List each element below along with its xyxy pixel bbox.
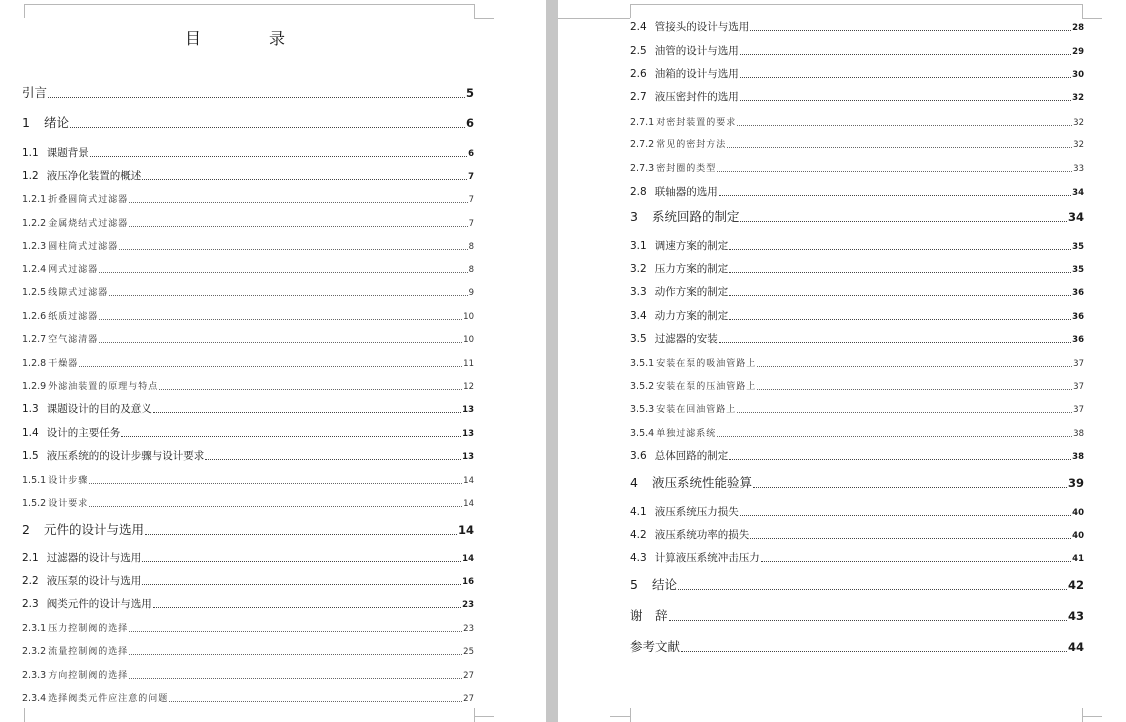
toc-entry[interactable] — [22, 195, 474, 205]
toc-entry-number: 1.2.7 — [22, 334, 47, 345]
crop-mark-top-right — [474, 4, 476, 18]
toc-entry-page-number: 29 — [1072, 47, 1084, 57]
toc-entry-number: 2.8 — [630, 186, 647, 198]
toc-entry[interactable] — [630, 477, 1084, 490]
toc-entry[interactable] — [22, 359, 474, 369]
toc-entry[interactable] — [630, 553, 1084, 564]
toc-entry-page-number: 40 — [1072, 531, 1084, 541]
toc-entry-page-number: 38 — [1073, 429, 1084, 439]
toc-leader-dots — [719, 195, 1071, 196]
toc-leader-dots — [121, 436, 461, 437]
toc-entry[interactable] — [630, 187, 1084, 198]
toc-entry[interactable] — [630, 451, 1084, 462]
toc-entry-title: 过滤器的设计与选用 — [46, 552, 142, 564]
toc-entry-page-number: 32 — [1073, 140, 1084, 150]
toc-entry[interactable] — [22, 428, 474, 439]
toc-leader-dots — [70, 127, 465, 128]
toc-entry[interactable] — [22, 576, 474, 587]
toc-entry-title: 引言 — [22, 85, 48, 100]
toc-entry-number: 1.5.1 — [22, 475, 47, 486]
toc-leader-dots — [48, 97, 465, 98]
toc-entry-number: 3 — [630, 209, 638, 224]
toc-entry-page-number: 44 — [1067, 640, 1084, 654]
toc-entry-number: 2.7 — [630, 91, 647, 103]
toc-entry-number: 1.2.6 — [22, 311, 47, 322]
crop-mark-bottom-right — [1082, 708, 1084, 722]
toc-entry-number: 2.3.2 — [22, 646, 47, 657]
toc-entry-number: 4.2 — [630, 529, 647, 541]
crop-mark-top-left-h — [558, 18, 630, 20]
toc-leader-dots — [89, 483, 462, 484]
toc-entry[interactable] — [630, 69, 1084, 80]
toc-entry-title: 总体回路的制定 — [654, 450, 729, 462]
toc-leader-dots — [145, 534, 457, 535]
toc-entry-number: 4 — [630, 475, 638, 490]
toc-entry-number: 1.2.8 — [22, 358, 47, 369]
toc-entry-title: 金属烧结式过滤器 — [48, 218, 129, 229]
crop-mark-top-right-h — [474, 18, 494, 20]
toc-entry-number: 1 — [22, 115, 30, 130]
toc-entry-page-number: 33 — [1073, 164, 1084, 174]
toc-leader-dots — [750, 538, 1071, 539]
crop-mark-bottom-right-v — [474, 708, 476, 722]
toc-leader-dots — [729, 319, 1071, 320]
toc-entry-page-number: 32 — [1072, 93, 1084, 103]
toc-entry[interactable] — [630, 641, 1084, 654]
toc-page-right — [558, 0, 1126, 722]
toc-entry-page-number: 14 — [457, 523, 474, 537]
crop-mark-top-right-h — [1082, 18, 1102, 20]
toc-entry-title: 液压净化装置的概述 — [46, 170, 142, 182]
toc-leader-dots — [153, 412, 461, 413]
toc-entry-title: 联轴器的选用 — [654, 186, 718, 198]
toc-leader-dots — [740, 515, 1071, 516]
toc-leader-dots — [142, 561, 461, 562]
toc-entry-title: 纸质过滤器 — [48, 311, 99, 322]
toc-entry-title: 设计的主要任务 — [46, 427, 121, 439]
toc-leader-dots — [757, 366, 1072, 367]
crop-mark-top-left — [630, 4, 632, 18]
toc-entry-number: 1.3 — [22, 403, 39, 415]
toc-entry-title: 系统回路的制定 — [651, 209, 740, 224]
toc-entry[interactable] — [22, 265, 474, 275]
toc-leader-dots — [169, 701, 462, 702]
toc-leader-dots — [729, 272, 1071, 273]
toc-entry-title: 空气滤清器 — [48, 334, 99, 345]
toc-leader-dots — [99, 272, 467, 273]
toc-entry-title: 密封圈的类型 — [656, 163, 717, 174]
toc-leader-dots — [142, 584, 461, 585]
toc-entry-number: 1.4 — [22, 427, 39, 439]
crop-mark-bottom-right-h — [1082, 716, 1102, 718]
toc-entry-number: 2.5 — [630, 45, 647, 57]
toc-entry-page-number: 10 — [463, 335, 474, 345]
toc-entry-title: 调速方案的制定 — [654, 240, 729, 252]
crop-mark-bottom-left — [630, 708, 632, 722]
toc-entry-title: 液压泵的设计与选用 — [46, 575, 142, 587]
toc-entry[interactable] — [22, 335, 474, 345]
toc-entry-number: 1.2.2 — [22, 218, 47, 229]
toc-entry-title: 参考文献 — [630, 639, 681, 654]
toc-leader-dots — [757, 389, 1072, 390]
toc-entry-page-number: 30 — [1072, 70, 1084, 80]
toc-entry-number: 2.3 — [22, 598, 39, 610]
toc-leader-dots — [740, 221, 1067, 222]
toc-leader-dots — [717, 171, 1072, 172]
toc-entry[interactable] — [630, 311, 1084, 322]
toc-entry[interactable] — [22, 599, 474, 610]
toc-entry[interactable] — [630, 241, 1084, 252]
toc-entry-title: 液压密封件的选用 — [654, 91, 739, 103]
toc-entry[interactable] — [630, 382, 1084, 392]
toc-leader-dots — [129, 678, 462, 679]
toc-leader-dots — [740, 54, 1071, 55]
toc-entry-page-number: 11 — [463, 359, 474, 369]
crop-mark-top-right — [1082, 4, 1084, 18]
toc-entry-page-number: 36 — [1072, 335, 1084, 345]
toc-entry-page-number: 14 — [462, 554, 474, 564]
toc-entry-title: 线隙式过滤器 — [48, 287, 109, 298]
toc-entry-title: 选择阀类元件应注意的问题 — [48, 693, 169, 704]
toc-entry-title: 常见的密封方法 — [656, 139, 727, 150]
toc-entry-number: 2.7.3 — [630, 163, 655, 174]
toc-entry-title: 液压系统的的设计步骤与设计要求 — [46, 450, 205, 462]
toc-entry-number: 2.2 — [22, 575, 39, 587]
toc-leader-dots — [153, 607, 461, 608]
toc-entry-page-number: 14 — [463, 476, 474, 486]
toc-entry-number: 3.5.1 — [630, 358, 655, 369]
toc-leader-dots — [129, 226, 467, 227]
toc-leader-dots — [109, 295, 467, 296]
toc-entry-page-number: 13 — [462, 429, 474, 439]
toc-entry-title: 课题设计的目的及意义 — [46, 403, 152, 415]
toc-leader-dots — [119, 249, 467, 250]
toc-entry[interactable] — [630, 164, 1084, 174]
toc-entry-number: 1.2.3 — [22, 241, 47, 252]
toc-entry-title: 液压系统功率的损失 — [654, 529, 750, 541]
toc-entry-page-number: 32 — [1073, 118, 1084, 128]
toc-entry-page-number: 39 — [1067, 476, 1084, 490]
toc-leader-dots — [753, 487, 1067, 488]
toc-entry-title: 干燥器 — [48, 358, 79, 369]
toc-entry[interactable] — [22, 624, 474, 634]
crop-mark-top-left — [24, 4, 26, 18]
toc-entry-title: 油管的设计与选用 — [654, 45, 739, 57]
toc-entry-title: 安装在泵的吸油管路上 — [656, 358, 757, 369]
toc-entry-title: 折叠圆筒式过滤器 — [48, 194, 129, 205]
toc-entry-page-number: 34 — [1067, 210, 1084, 224]
toc-entry-page-number: 43 — [1067, 609, 1084, 623]
toc-entry-title: 计算液压系统冲击压力 — [654, 552, 760, 564]
toc-entry[interactable] — [630, 579, 1084, 592]
toc-entry-page-number: 34 — [1072, 188, 1084, 198]
toc-entry-page-number: 27 — [463, 671, 474, 681]
toc-entry-page-number: 37 — [1073, 382, 1084, 392]
toc-title: 目 录 — [184, 29, 311, 48]
toc-entry-page-number: 35 — [1072, 265, 1084, 275]
toc-leader-dots — [142, 179, 467, 180]
toc-entry-title: 设计要求 — [48, 498, 89, 509]
toc-entry-number: 5 — [630, 577, 638, 592]
toc-leader-dots — [79, 366, 462, 367]
toc-leader-dots — [740, 77, 1071, 78]
toc-entry-number: 3.3 — [630, 286, 647, 298]
toc-entry-number: 4.1 — [630, 506, 647, 518]
toc-page-left — [0, 0, 546, 722]
toc-entry-number: 1.5 — [22, 450, 39, 462]
toc-entry[interactable] — [22, 87, 474, 100]
crop-mark-top-left-h — [24, 4, 474, 6]
toc-leader-dots — [729, 459, 1071, 460]
toc-entry[interactable] — [22, 117, 474, 130]
toc-entry[interactable] — [22, 647, 474, 657]
toc-entry[interactable] — [22, 476, 474, 486]
toc-entry[interactable] — [630, 118, 1084, 128]
toc-entry[interactable] — [22, 242, 474, 252]
toc-entry-number: 2.7.2 — [630, 139, 655, 150]
toc-leader-dots — [89, 506, 462, 507]
crop-mark-top-h — [630, 4, 1082, 6]
toc-leader-dots — [90, 156, 467, 157]
toc-entry-title: 油箱的设计与选用 — [654, 68, 739, 80]
toc-entry-number: 3.5 — [630, 333, 647, 345]
toc-entry-page-number: 7 — [468, 195, 474, 205]
toc-leader-dots — [129, 631, 462, 632]
toc-entry-page-number: 23 — [462, 600, 474, 610]
toc-entry-number: 3.5.2 — [630, 381, 655, 392]
toc-leader-dots — [729, 249, 1071, 250]
toc-entry-title: 管接头的设计与选用 — [654, 21, 750, 33]
toc-entry-title: 网式过滤器 — [48, 264, 99, 275]
toc-entry-page-number: 40 — [1072, 508, 1084, 518]
toc-entry[interactable] — [22, 671, 474, 681]
toc-leader-dots — [719, 342, 1071, 343]
toc-leader-dots — [737, 412, 1072, 413]
toc-entry-page-number: 5 — [465, 86, 474, 100]
toc-entry-title: 绪论 — [43, 115, 69, 130]
toc-entry[interactable] — [22, 694, 474, 704]
toc-entry[interactable] — [22, 382, 474, 392]
toc-entry[interactable] — [22, 219, 474, 229]
toc-entry-page-number: 42 — [1067, 578, 1084, 592]
toc-leader-dots — [129, 202, 467, 203]
toc-entry[interactable] — [630, 46, 1084, 57]
toc-leader-dots — [761, 561, 1071, 562]
toc-entry-number: 3.1 — [630, 240, 647, 252]
toc-leader-dots — [99, 319, 462, 320]
toc-entry-title: 压力控制阀的选择 — [48, 623, 129, 634]
toc-entry[interactable] — [630, 610, 1084, 623]
toc-entry-title: 液压系统压力损失 — [654, 506, 739, 518]
toc-entry-number: 1.1 — [22, 147, 39, 159]
toc-entry-title: 单独过滤系统 — [656, 428, 717, 439]
toc-entry-page-number: 10 — [463, 312, 474, 322]
toc-entry[interactable] — [22, 499, 474, 509]
toc-leader-dots — [681, 651, 1067, 652]
toc-entry[interactable] — [630, 530, 1084, 541]
toc-entry-title: 流量控制阀的选择 — [48, 646, 129, 657]
toc-entry[interactable] — [630, 429, 1084, 439]
toc-leader-dots — [740, 100, 1071, 101]
toc-entry-page-number: 6 — [468, 149, 474, 159]
toc-entry[interactable] — [630, 287, 1084, 298]
toc-entry-number: 2.1 — [22, 552, 39, 564]
toc-leader-dots — [750, 30, 1071, 31]
toc-entry-title: 谢 辞 — [630, 608, 668, 623]
toc-entry-number: 2.3.1 — [22, 623, 47, 634]
toc-entry-number: 3.2 — [630, 263, 647, 275]
toc-entry-page-number: 8 — [468, 242, 474, 252]
crop-mark-bottom-left — [24, 708, 26, 722]
toc-entry-title: 过滤器的安装 — [654, 333, 718, 345]
toc-entry-page-number: 37 — [1073, 405, 1084, 415]
toc-entry-title: 设计步骤 — [48, 475, 89, 486]
toc-leader-dots — [159, 389, 462, 390]
toc-entry[interactable] — [22, 171, 474, 182]
toc-entry-page-number: 28 — [1072, 23, 1084, 33]
toc-entry-number: 3.5.3 — [630, 404, 655, 415]
crop-mark-bottom-left-h — [610, 716, 630, 718]
toc-entry[interactable] — [630, 140, 1084, 150]
toc-entry[interactable] — [22, 553, 474, 564]
toc-leader-dots — [717, 436, 1072, 437]
toc-entry[interactable] — [630, 334, 1084, 345]
toc-entry-page-number: 7 — [468, 219, 474, 229]
toc-entry-number: 1.2 — [22, 170, 39, 182]
toc-leader-dots — [99, 342, 462, 343]
toc-entry-page-number: 36 — [1072, 312, 1084, 322]
toc-entry-title: 安装在回油管路上 — [656, 404, 737, 415]
toc-entry-number: 2.3.3 — [22, 670, 47, 681]
toc-entry-page-number: 13 — [462, 405, 474, 415]
toc-entry[interactable] — [22, 451, 474, 462]
toc-entry-number: 1.5.2 — [22, 498, 47, 509]
toc-entry-page-number: 6 — [465, 116, 474, 130]
toc-entry[interactable] — [22, 312, 474, 322]
toc-entry[interactable] — [630, 507, 1084, 518]
toc-entry-page-number: 37 — [1073, 359, 1084, 369]
toc-entry-page-number: 36 — [1072, 288, 1084, 298]
toc-leader-dots — [669, 620, 1067, 621]
toc-entry-title: 元件的设计与选用 — [43, 522, 144, 537]
toc-entry[interactable] — [630, 92, 1084, 103]
toc-leader-dots — [737, 125, 1072, 126]
toc-entry-title: 安装在泵的压油管路上 — [656, 381, 757, 392]
toc-entry-title: 结论 — [651, 577, 677, 592]
toc-entry-page-number: 14 — [463, 499, 474, 509]
toc-entry-number: 2.7.1 — [630, 117, 655, 128]
toc-entry-page-number: 9 — [468, 288, 474, 298]
toc-entry-number: 3.6 — [630, 450, 647, 462]
crop-mark-bottom-right — [474, 716, 494, 718]
toc-entry-page-number: 8 — [468, 265, 474, 275]
toc-entry[interactable] — [630, 405, 1084, 415]
toc-entry-page-number: 7 — [468, 172, 474, 182]
toc-entry-page-number: 12 — [463, 382, 474, 392]
toc-leader-dots — [205, 459, 461, 460]
toc-entry-title: 圆柱筒式过滤器 — [48, 241, 119, 252]
toc-entry-page-number: 38 — [1072, 452, 1084, 462]
toc-entry[interactable] — [630, 211, 1084, 224]
toc-entry-title: 阀类元件的设计与选用 — [46, 598, 152, 610]
toc-entry-page-number: 25 — [463, 647, 474, 657]
toc-entry-number: 2 — [22, 522, 30, 537]
toc-entry[interactable] — [630, 22, 1084, 33]
toc-leader-dots — [678, 589, 1067, 590]
toc-entry-page-number: 27 — [463, 694, 474, 704]
toc-entry-title: 动作方案的制定 — [654, 286, 729, 298]
toc-leader-dots — [729, 295, 1071, 296]
toc-entry[interactable] — [630, 264, 1084, 275]
toc-entry-number: 3.5.4 — [630, 428, 655, 439]
toc-entry-page-number: 23 — [463, 624, 474, 634]
toc-entry-title: 压力方案的制定 — [654, 263, 729, 275]
toc-entry-number: 1.2.5 — [22, 287, 47, 298]
toc-entry-number: 1.2.4 — [22, 264, 47, 275]
toc-entry[interactable] — [630, 359, 1084, 369]
toc-entry-title: 液压系统性能验算 — [651, 475, 752, 490]
toc-leader-dots — [129, 654, 462, 655]
toc-leader-dots — [727, 147, 1072, 148]
toc-entry-number: 3.4 — [630, 310, 647, 322]
toc-entry-page-number: 13 — [462, 452, 474, 462]
toc-entry-number: 1.2.1 — [22, 194, 47, 205]
toc-entry-number: 2.3.4 — [22, 693, 47, 704]
page-gutter — [546, 0, 558, 722]
toc-entry-number: 4.3 — [630, 552, 647, 564]
toc-entry-title: 课题背景 — [46, 147, 89, 159]
toc-entry[interactable] — [22, 404, 474, 415]
toc-entry-page-number: 16 — [462, 577, 474, 587]
toc-entry-number: 1.2.9 — [22, 381, 47, 392]
toc-entry-title: 方向控制阀的选择 — [48, 670, 129, 681]
toc-entry-title: 动力方案的制定 — [654, 310, 729, 322]
toc-entry[interactable] — [22, 288, 474, 298]
toc-entry-title: 外滤油装置的原理与特点 — [48, 381, 159, 392]
toc-entry[interactable] — [22, 524, 474, 537]
toc-entry-number: 2.6 — [630, 68, 647, 80]
toc-entry[interactable] — [22, 148, 474, 159]
toc-entry-page-number: 35 — [1072, 242, 1084, 252]
toc-entry-page-number: 41 — [1072, 554, 1084, 564]
toc-entry-title: 对密封装置的要求 — [656, 117, 737, 128]
toc-entry-number: 2.4 — [630, 21, 647, 33]
